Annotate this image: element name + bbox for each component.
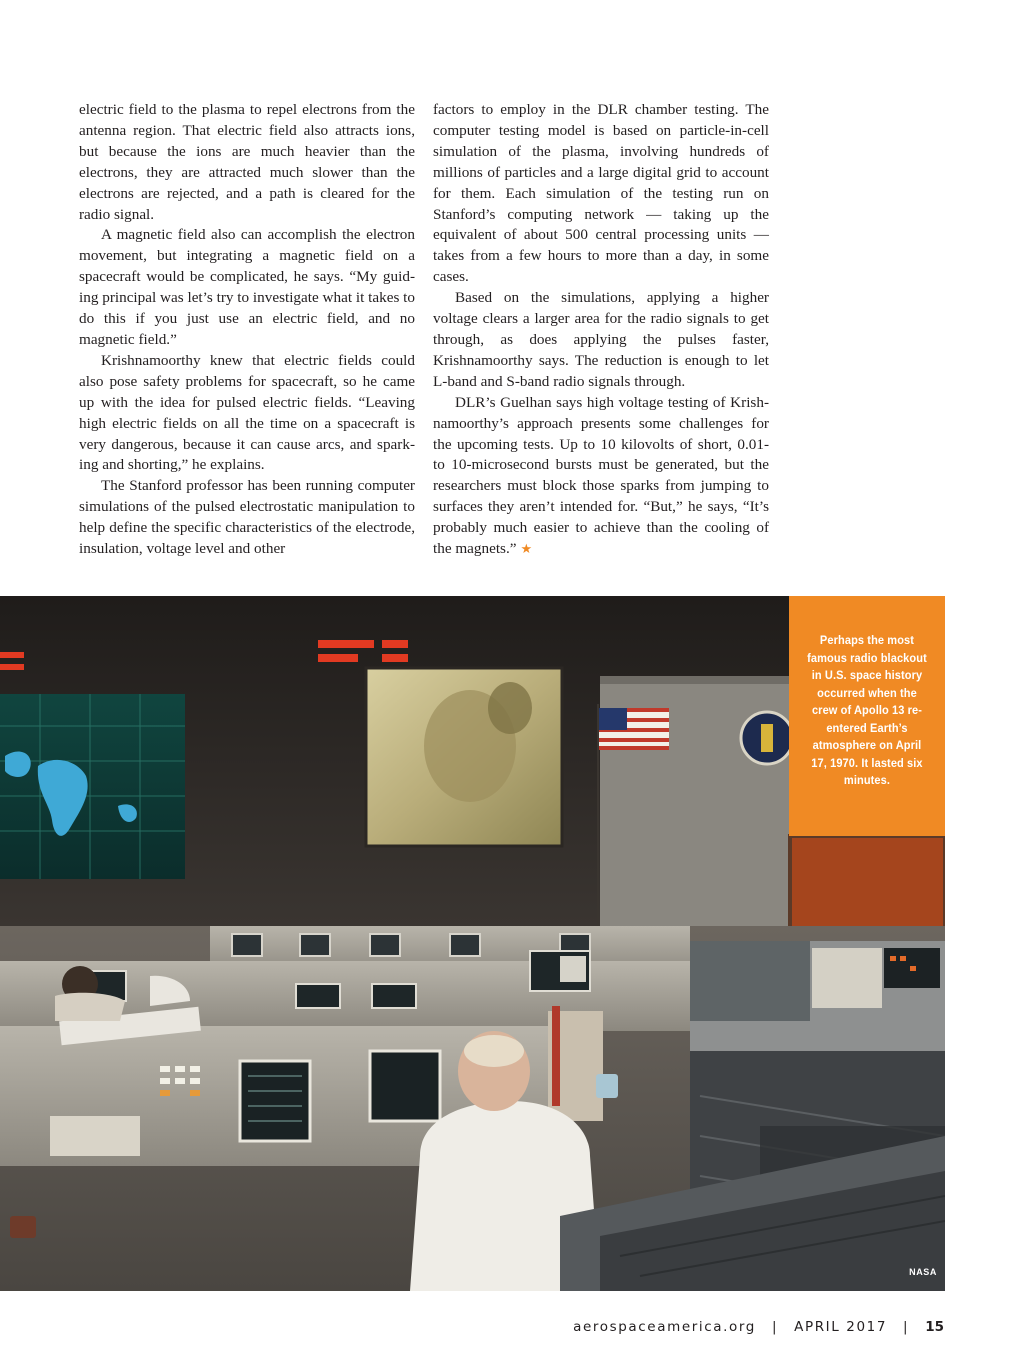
page-footer [573, 1319, 944, 1335]
photo-caption: Perhaps the most famous radio blackout in U.S. space history occurred when the crew of Apollo 13 re-entered Earth’s atmosphere on April 17, 1970. It lasted six minutes. [807, 633, 927, 787]
paragraph: factors to employ in the DLR chamber testing. The computer testing model is based on particle-in-cell simulation of the plasma, involving hundreds of millions of particles and a large digital grid to account for them. Each simulation of the testing run on Stanford’s computing network — taking up the equivalent of about 500 central processing units — takes from a few hours to more than a day, in some cases. [433, 101, 769, 286]
footer-site: aerospaceamerica.org [573, 1319, 756, 1335]
footer-issue: APRIL 2017 [794, 1319, 888, 1335]
page-number: 15 [925, 1319, 944, 1335]
photo-caption-box [789, 596, 945, 836]
article-column-right [433, 100, 769, 560]
footer-separator: | [771, 1319, 779, 1335]
end-mark-star-icon: ★ [520, 541, 533, 557]
article-column-left [79, 100, 415, 560]
paragraph: The Stanford professor has been running computer simulations of the pulsed electrostatic manipulation to help define the specific characteristics of the electrode, insulation, voltage level and other [79, 477, 415, 558]
coffee-cup [596, 1074, 618, 1098]
world-map-display [0, 694, 185, 879]
paragraph: electric field to the plasma to repel electrons from the antenna region. That electric field also attracts ions, but because the ions are much heavier than the electrons, they are attracted much slower than the electrons are rejected, and a path is cleared for the radio signal. [79, 101, 415, 223]
paragraph: DLR’s Guelhan says high voltage testing of Krishnamoorthy’s approach presents some challenges for the upcoming tests. Up to 10 kilovolts of short, 0.01- to 10-microsecond bursts must be generated, but the researchers must block those sparks from jumping to surfaces they aren’t intended for. “But,” he says, “It’s probably much easier to achieve than the cooling of the magnets.” ★ [433, 393, 769, 558]
paragraph: A magnetic field also can accomplish the electron movement, but integrating a magnetic field on a spacecraft would be complicated, he says. “My guiding principal was let’s try to investigate what it takes to do this if you just use an electric field, and no magnetic field.” [79, 226, 415, 348]
paragraph: Based on the simulations, applying a higher voltage clears a larger area for the radio signals to get through, as does applying the pulses faster, Krishnamoorthy says. The reduction is enough to let L-band and S-band radio signals through. [433, 289, 769, 390]
footer-separator: | [903, 1319, 910, 1335]
nasa-emblem [741, 712, 793, 764]
paragraph: Krishnamoorthy knew that electric fields could also pose safety problems for spacecraft, so he came up with the idea for pulsed electric fields. “Leaving high electric fields on all the time on a spacecraft is very dangerous, because it can cause arcs, and sparking and shorting,” he explains. [79, 351, 415, 474]
photo-credit: NASA [909, 1267, 937, 1277]
